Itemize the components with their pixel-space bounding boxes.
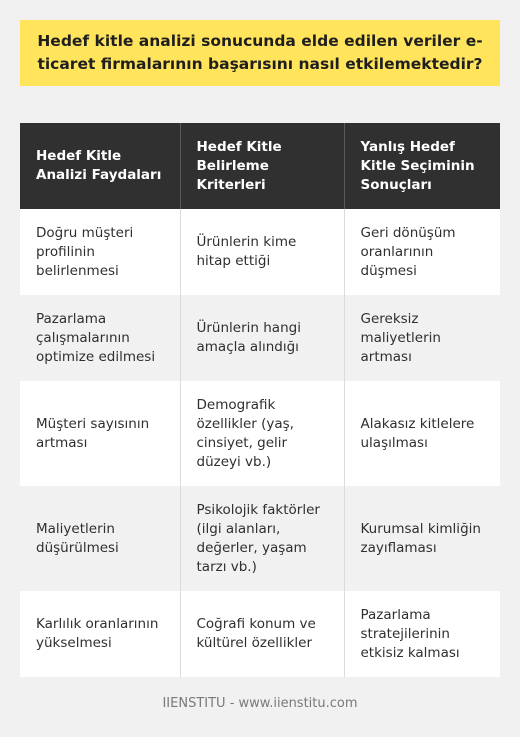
- table-row: [20, 381, 500, 486]
- table-cell: Psikolojik faktörler (ilgi alanları, değerler, yaşam tarzı vb.): [180, 486, 344, 591]
- table-header-row: [20, 123, 500, 209]
- table-cell: Kurumsal kimliğin zayıflaması: [344, 486, 500, 591]
- table-cell: Coğrafi konum ve kültürel özellikler: [180, 591, 344, 677]
- comparison-table: [20, 123, 500, 677]
- table-cell: Ürünlerin hangi amaçla alındığı: [180, 295, 344, 381]
- table-cell: Demografik özellikler (yaş, cinsiyet, gelir düzeyi vb.): [180, 381, 344, 486]
- column-header-criteria: Hedef Kitle Belirleme Kriterleri: [180, 123, 344, 209]
- table-cell: Maliyetlerin düşürülmesi: [20, 486, 180, 591]
- column-header-benefits: Hedef Kitle Analizi Faydaları: [20, 123, 180, 209]
- table-cell: Ürünlerin kime hitap ettiği: [180, 209, 344, 295]
- page-title: Hedef kitle analizi sonucunda elde edilen veriler e-ticaret firmalarının başarısını nasıl etkilemektedir?: [37, 32, 483, 73]
- table-row: [20, 591, 500, 677]
- table-row: [20, 209, 500, 295]
- column-header-consequences: Yanlış Hedef Kitle Seçiminin Sonuçları: [344, 123, 500, 209]
- table-cell: Geri dönüşüm oranlarının düşmesi: [344, 209, 500, 295]
- table-cell: Pazarlama stratejilerinin etkisiz kalması: [344, 591, 500, 677]
- table-cell: Gereksiz maliyetlerin artması: [344, 295, 500, 381]
- table-cell: Karlılık oranlarının yükselmesi: [20, 591, 180, 677]
- table-cell: Alakasız kitlelere ulaşılması: [344, 381, 500, 486]
- table-cell: Müşteri sayısının artması: [20, 381, 180, 486]
- table-cell: Doğru müşteri profilinin belirlenmesi: [20, 209, 180, 295]
- table-row: [20, 295, 500, 381]
- footer-credit: IIENSTITU - www.iienstitu.com: [162, 696, 358, 711]
- title-banner: [20, 20, 500, 86]
- table-cell: Pazarlama çalışmalarının optimize edilmesi: [20, 295, 180, 381]
- table-row: [20, 486, 500, 591]
